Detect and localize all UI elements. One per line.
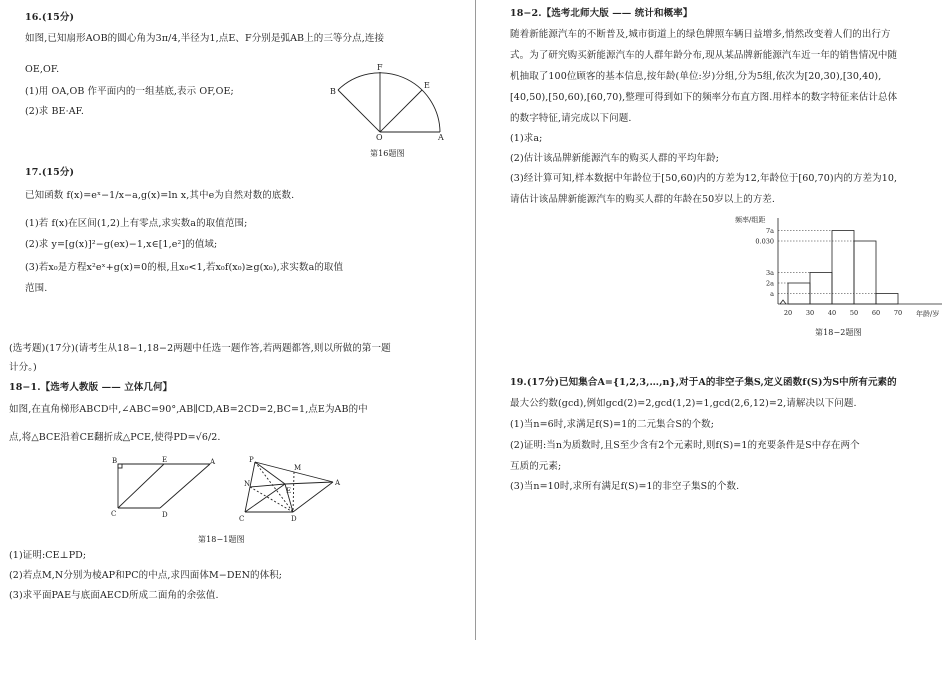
fig2-label-P: P: [249, 456, 254, 464]
folded-figure: [235, 456, 355, 524]
q18-1-part3: (3)求平面PAE与底面AECD所成二面角的余弦值.: [9, 590, 219, 601]
fig1-label-E: E: [162, 456, 168, 464]
q18-1-caption: 第18−1题图: [198, 535, 245, 544]
fig2-label-M: M: [294, 464, 302, 472]
label-F: F: [377, 63, 383, 72]
q18-1-heading: 18−1.【选考人教版 —— 立体几何】: [9, 382, 173, 393]
x-tick-label: 50: [849, 309, 859, 317]
segment-OE: [380, 90, 422, 132]
q18-2-line2: 式。为了研究购买新能源汽车的人群年龄分布,现从某品牌新能源汽车近一年的销售情况中随: [510, 50, 898, 61]
q19-heading: 19.(17分)已知集合A={1,2,3,…,n},对于A的非空子集S,定义函数f(S)为S中所有元素的: [510, 377, 897, 388]
histogram-bar: [854, 241, 876, 304]
q18-2-part3: (3)经计算可知,样本数据中年龄位于[50,60)内的方差为12,年龄位于[60,70)内的方差为10,: [510, 173, 898, 184]
q19-part1: (1)当n=6时,求满足f(S)=1的二元集合S的个数;: [510, 419, 715, 430]
q17-part2: (2)求 y=[g(x)]²−g(ex)−1,x∈[1,e²]的值域;: [25, 239, 218, 250]
fig2-label-C: C: [239, 515, 245, 523]
histogram-bar: [876, 294, 898, 305]
sector-figure: [330, 60, 450, 140]
q19-part3: (3)当n=10时,求所有满足f(S)=1的非空子集S的个数.: [510, 481, 740, 492]
q16-part1: (1)用 OA,OB 作平面内的一组基底,表示 OF,OE;: [25, 86, 234, 97]
q18-2-caption: 第18−2题图: [815, 328, 862, 337]
label-E: E: [424, 81, 430, 90]
x-axis-label: 年龄/岁: [916, 310, 940, 318]
x-tick-label: 20: [783, 309, 793, 317]
q18-2-line4: [40,50),[50,60),[60,70),整理可得到如下的频率分布直方图.用样本的数字特征来估计总体: [510, 92, 898, 103]
fig1-label-B: B: [112, 457, 118, 465]
x-tick-label: 30: [805, 309, 815, 317]
x-tick-label: 40: [827, 309, 837, 317]
q16-part2: (2)求 BE·AF.: [25, 106, 85, 117]
frequency-histogram: [735, 212, 950, 322]
label-B: B: [330, 87, 336, 96]
q18-2-part2: (2)估计该品牌新能源汽车的购买人群的平均年龄;: [510, 153, 720, 164]
q19-part2: (2)证明:当n为质数时,且S至少含有2个元素时,则f(S)=1的充要条件是S中存在两个: [510, 440, 860, 451]
fig1-label-D: D: [162, 511, 168, 519]
q16-line1: 如图,已知扇形AOB的圆心角为3π/4,半径为1,点E、F分别是弧AB上的三等分点,连接: [25, 33, 385, 44]
x-tick-label: 70: [893, 309, 903, 317]
elective-note-line1: (选考题)(17分)(请考生从18−1,18−2两题中任选一题作答,若两题都答,则以所做的第一题: [9, 343, 391, 354]
y-tick-label: a: [770, 290, 774, 298]
q18-2-part1: (1)求a;: [510, 133, 543, 144]
column-divider: [475, 0, 476, 640]
histogram-bar: [832, 231, 854, 305]
y-tick-label: 2a: [765, 279, 774, 288]
y-tick-label: 7a: [765, 227, 774, 235]
q18-2-part3-cont: 请估计该品牌新能源汽车的购买人群的年龄在50岁以上的方差.: [510, 194, 776, 205]
y-axis-label: 频率/组距: [735, 216, 766, 224]
q16-line2: OE,OF.: [25, 64, 60, 75]
label-O: O: [376, 133, 383, 142]
q17-heading: 17.(15分): [25, 167, 75, 178]
q16-caption: 第16题图: [370, 149, 405, 158]
fig1-label-A: A: [210, 458, 216, 466]
q18-1-line2: 点,将△BCE沿着CE翻折成△PCE,使得PD=√6/2.: [9, 432, 221, 443]
q18-1-part1: (1)证明:CE⊥PD;: [9, 550, 87, 561]
axis-break: [780, 300, 786, 304]
fig1-label-C: C: [111, 510, 117, 518]
q17-line1: 已知函数 f(x)=eˣ−1/x−a,g(x)=ln x,其中e为自然对数的底数.: [25, 190, 295, 201]
q18-1-line1: 如图,在直角梯形ABCD中,∠ABC=90°,AB∥CD,AB=2CD=2,BC=1,点E为AB的中: [9, 404, 368, 415]
label-A: A: [438, 133, 444, 142]
q16-heading: 16.(15分): [25, 12, 75, 23]
y-tick-label: 0.030: [755, 237, 774, 246]
q17-part3-cont: 范围.: [25, 283, 48, 294]
q19-part2-cont: 互质的元素;: [510, 461, 562, 472]
q19-line1: 最大公约数(gcd),例如gcd(2)=2,gcd(1,2)=1,gcd(2,6,12)=2,请解决以下问题.: [510, 398, 857, 409]
fig2-label-A: A: [335, 479, 341, 487]
q18-2-line5: 的数字特征,请完成以下问题.: [510, 113, 632, 124]
trapezoid-figure: [110, 456, 230, 518]
fig2-label-D: D: [291, 515, 297, 523]
fig2-label-E: E: [286, 487, 292, 495]
x-tick-label: 60: [871, 309, 881, 317]
q18-2-heading: 18−2.【选考北师大版 —— 统计和概率】: [510, 8, 693, 19]
segment-OB: [338, 90, 380, 132]
q18-1-part2: (2)若点M,N分别为棱AP和PC的中点,求四面体M−DEN的体积;: [9, 570, 283, 581]
q18-2-line1: 随着新能源汽车的不断普及,城市街道上的绿色牌照车辆日益增多,悄然改变着人们的出行方: [510, 29, 891, 40]
elective-note-line2: 计分。): [9, 362, 37, 373]
q17-part1: (1)若 f(x)在区间(1,2)上有零点,求实数a的取值范围;: [25, 218, 248, 229]
q18-2-line3: 机抽取了100位顾客的基本信息,按年龄(单位:岁)分组,分为5组,依次为[20,30),[30,40),: [510, 71, 882, 82]
q17-part3: (3)若x₀是方程x²eˣ+g(x)=0的根,且x₀<1,若x₀f(x₀)≥g(x₀),求实数a的取值: [25, 262, 344, 273]
y-tick-label: 3a: [765, 269, 774, 277]
fig2-label-N: N: [244, 480, 251, 488]
histogram-bar: [810, 273, 832, 305]
